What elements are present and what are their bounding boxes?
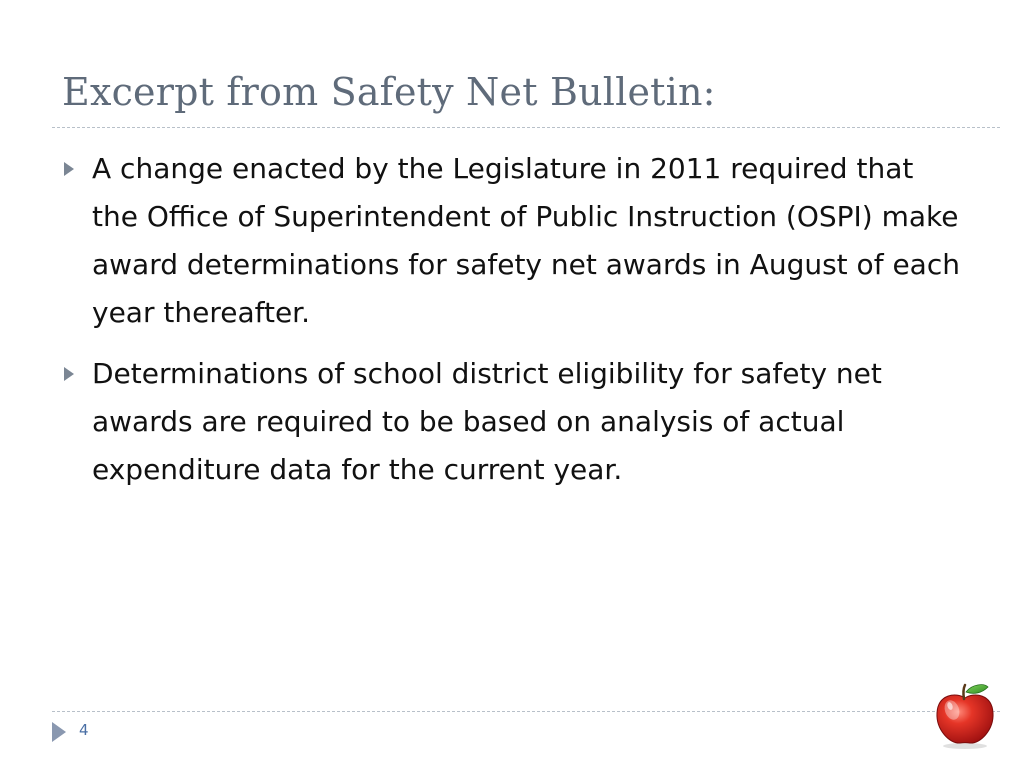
bullet-text: Determinations of school district eligibility for safety net awards are required to be based on analysis of actual expenditure data for the current year. (92, 357, 882, 486)
footer-divider (52, 711, 1000, 712)
bullet-arrow-icon (64, 162, 74, 176)
apple-icon (930, 680, 1000, 750)
slide-title: Excerpt from Safety Net Bulletin: (62, 70, 716, 114)
footer-arrow-icon (52, 722, 66, 742)
bullet-arrow-icon (64, 367, 74, 381)
bullet-item (64, 350, 964, 494)
bullet-text: A change enacted by the Legislature in 2011 required that the Office of Superintendent of Public Instruction (OSPI) make award determinations for safety net awards in August of each year thereafter. (92, 152, 960, 329)
bullet-list (64, 145, 964, 507)
page-number: 4 (79, 721, 89, 739)
bullet-item (64, 145, 964, 337)
title-divider (52, 127, 1000, 128)
